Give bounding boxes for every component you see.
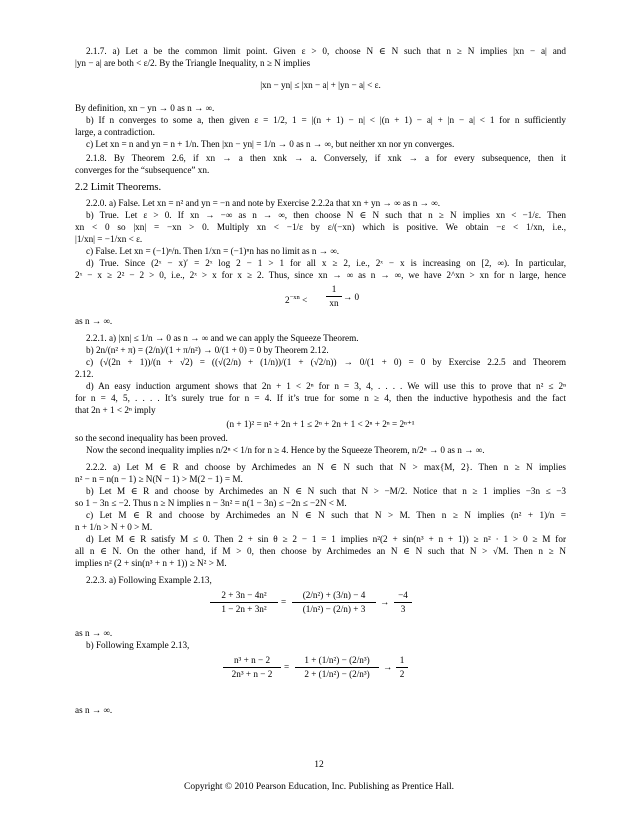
text-line: |1/xn| = −1/xn < ε. — [75, 234, 143, 244]
text-line: b) If n converges to some a, then given ε = 1/2, 1 = |(n + 1) − n| < |(n + 1) − a| + |n − a| < 1 for n sufficiently — [86, 115, 566, 125]
text-line: d) Let M ∈ R satisfy M ≤ 0. Then 2 + sin θ ≥ 2 − 1 = 1 implies n²(2 + sin(n³ + n + 1)) ≥ n² · 1 > 0 ≥ M for — [86, 534, 566, 544]
equals-sign: = — [281, 597, 287, 607]
text-line: c) False. Let xn = (−1)ⁿ/n. Then 1/xn = (−1)ⁿn has no limit as n → ∞. — [86, 246, 340, 256]
text-line: c) Let M ∈ R and choose by Archimedes an N ∈ N such that N > M. Then n ≥ N implies (n² + 1)/n = — [86, 510, 566, 520]
fraction-denominator: 2n³ + n − 2 — [231, 669, 273, 679]
text-line: b) Following Example 2.13, — [86, 640, 190, 650]
text-line: b) Let M ∈ R and choose by Archimedes an N ∈ N such that N > −M/2. Notice that n ≥ 1 implies −3n ≤ −3 — [86, 486, 566, 496]
fraction-denominator: 3 — [400, 604, 406, 614]
text-line: xn < 0 so |xn| = −xn > 0. Multiply xn < −1/ε by ε/(−xn) which is positive. We obtain −ε < 1/xn, i.e., — [75, 222, 566, 232]
fraction-bar — [292, 602, 376, 603]
text-line: large, a contradiction. — [75, 127, 155, 137]
text-line: c) (√(2n + 1))/(n + √2) = ((√(2/n) + (1/n))/(1 + (√2/n)) → 0/(1 + 0) = 0 by Exercise 2.2.5 and Theorem — [86, 357, 566, 367]
display-equation: |xn − yn| ≤ |xn − a| + |yn − a| < ε. — [260, 80, 381, 90]
display-equation-lhs: $2^{-xn}$ < — [285, 294, 308, 306]
fraction-bar — [295, 667, 379, 668]
text-line: all n ∈ N. On the other hand, if M > 0, then choose by Archimedes an N ∈ N such that N > √M. Then n ≥ N — [75, 546, 566, 556]
fraction-denominator: (1/n²) − (2/n) + 3 — [302, 604, 366, 614]
fraction-numerator: 2 + 3n − 4n² — [221, 590, 267, 600]
text-line: b) 2n/(n² + π) = (2/n)/(1 + π/n²) → 0/(1 + 0) = 0 by Theorem 2.12. — [86, 345, 329, 355]
fraction-denominator: 2 — [399, 669, 405, 679]
text-line: n² − n = n(n − 1) ≥ N(N − 1) > M(2 − 1) = M. — [75, 474, 243, 484]
fraction-numerator: (2/n²) + (3/n) − 4 — [302, 590, 366, 600]
fraction-bar — [210, 602, 278, 603]
text-line: c) Let xn = n and yn = n + 1/n. Then |xn − yn| = 1/n → 0 as n → ∞, but neither xn nor yn converges. — [86, 139, 455, 149]
page-number: 12 — [314, 760, 324, 770]
text-line: as n → ∞. — [75, 705, 113, 715]
text-line: d) True. Since (2ˣ − x)′ = 2ˣ log 2 − 1 > 1 for all x ≥ 2, i.e., 2ˣ − x is increasing on [2, ∞). In particular, — [86, 258, 566, 268]
fraction-denominator: 2 + (1/n²) − (2/n³) — [304, 669, 370, 679]
display-equation-rhs: → 0 — [343, 292, 360, 302]
text-line: 2.2.1. a) |xn| ≤ 1/n → 0 as n → ∞ and we can apply the Squeeze Theorem. — [86, 333, 359, 343]
text-line: |yn − a| are both < ε/2. By the Triangle Inequality, n ≥ N implies — [75, 58, 311, 68]
text-line: so the second inequality has been proved. — [75, 433, 228, 443]
fraction-bar — [223, 667, 281, 668]
text-line: so 1 − 3n ≤ −2. Thus n ≥ N implies n − 3n² = n(1 − 3n) ≤ −2n ≤ −2N < M. — [75, 498, 347, 508]
text-line: implies n² (2 + sin(n³ + n + 1)) ≥ N² > M. — [75, 558, 227, 568]
text-line: Now the second inequality implies n/2ⁿ < 1/n for n ≥ 4. Hence by the Squeeze Theorem, n/2ⁿ → 0 as n → ∞. — [86, 445, 485, 455]
equals-sign: = — [284, 662, 290, 672]
fraction-numerator: n³ + n − 2 — [233, 655, 271, 665]
text-line: that 2n + 1 < 2ⁿ imply — [75, 405, 156, 415]
text-line: 2.2.0. a) False. Let xn = n² and yn = −n and note by Exercise 2.2.2a that xn + yn → ∞ as n → ∞. — [86, 198, 440, 208]
display-equation: (n + 1)² = n² + 2n + 1 ≤ 2ⁿ + 2n + 1 < 2ⁿ + 2ⁿ = 2ⁿ⁺¹ — [226, 419, 415, 429]
text-line: 2.2.3. a) Following Example 2.13, — [86, 575, 212, 585]
text-line: 2ˣ − x ≥ 2² − 2 > 0, i.e., 2ˣ > x for x ≥ 2. Thus, since xn → ∞ as n → ∞, we have 2^xn > xn for n large, hence — [75, 270, 566, 280]
text-line: By definition, xn − yn → 0 as n → ∞. — [75, 103, 215, 113]
text-line: 2.12. — [75, 369, 94, 379]
fraction-denominator: xn — [329, 298, 339, 308]
fraction-numerator: −4 — [398, 590, 408, 600]
text-line: as n → ∞. — [75, 628, 113, 638]
text-line: for n = 4, 5, . . . . It’s surely true for n = 4. If it’s true for some n ≥ 4, then the inductive hypothesis and the fact — [75, 393, 566, 403]
fraction-bar — [394, 602, 412, 603]
text-line: n + 1/n > N + 0 > M. — [75, 522, 153, 532]
text-line: converges for the “subsequence” xn. — [75, 165, 210, 175]
text-line: 2.1.8. By Theorem 2.6, if xn → a then xnk → a. Conversely, if xnk → a for every subsequence, then it — [86, 153, 566, 163]
fraction-bar — [396, 667, 408, 668]
fraction-numerator: 1 — [331, 284, 337, 294]
section-heading: 2.2 Limit Theorems. — [75, 182, 162, 193]
arrow: → — [380, 597, 390, 607]
fraction-numerator: 1 + (1/n²) − (2/n³) — [304, 655, 370, 665]
fraction-denominator: 1 − 2n + 3n² — [221, 604, 267, 614]
copyright-footer: Copyright © 2010 Pearson Education, Inc. Publishing as Prentice Hall. — [183, 782, 454, 792]
fraction-numerator: 1 — [399, 655, 405, 665]
text-line: d) An easy induction argument shows that 2n + 1 < 2ⁿ for n = 3, 4, . . . . We will use this to prove that n² ≤ 2ⁿ — [86, 381, 566, 391]
fraction-bar — [326, 296, 342, 297]
text-line: as n → ∞. — [75, 316, 113, 326]
arrow: → — [383, 662, 393, 672]
text-line: 2.2.2. a) Let M ∈ R and choose by Archimedes an N ∈ N such that N > max{M, 2}. Then n ≥ N implies — [86, 462, 566, 472]
text-line: b) True. Let ε > 0. If xn → −∞ as n → ∞, then choose N ∈ N such that n ≥ N implies xn < −1/ε. Then — [86, 210, 566, 220]
text-line: 2.1.7. a) Let a be the common limit point. Given ε > 0, choose N ∈ N such that n ≥ N implies |xn − a| and — [86, 46, 566, 56]
